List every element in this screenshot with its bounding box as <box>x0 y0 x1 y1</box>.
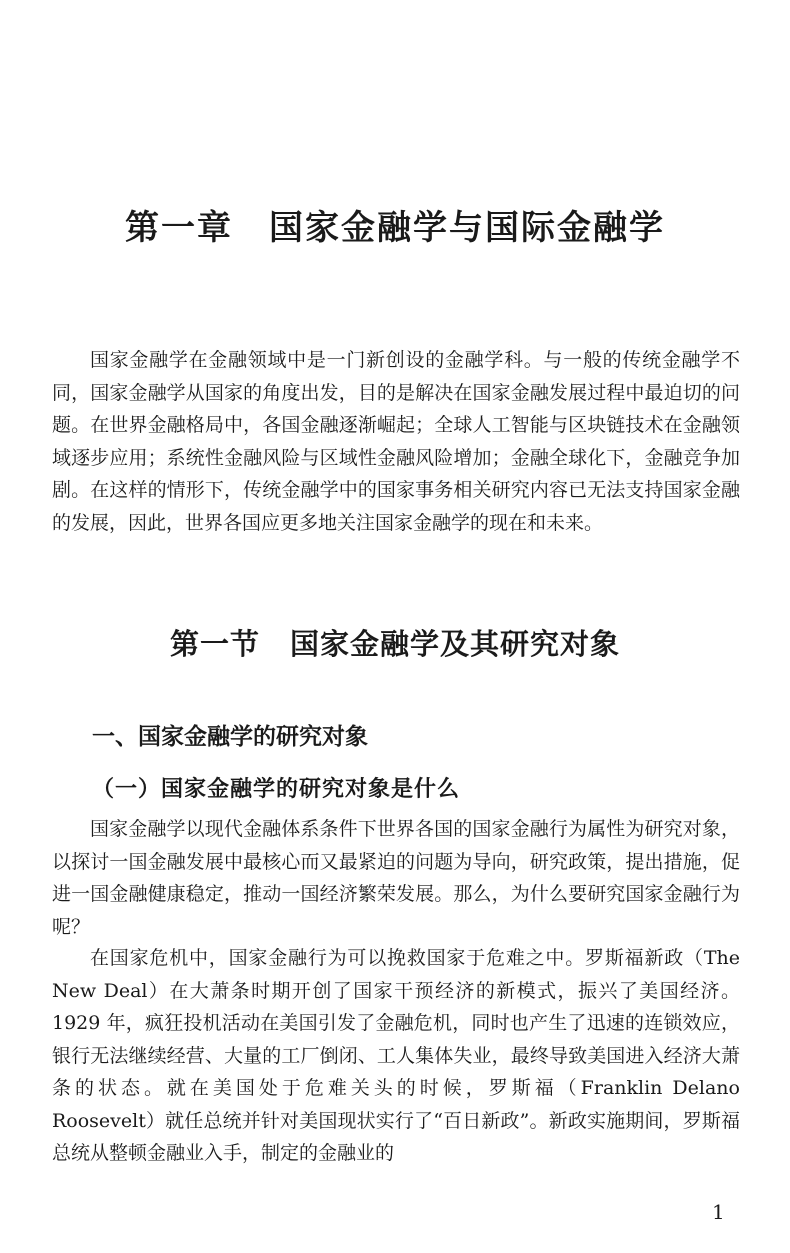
subsubsection-title: （一）国家金融学的研究对象是什么 <box>92 776 461 802</box>
body-paragraph-1: 国家金融学以现代金融体系条件下世界各国的国家金融行为属性为研究对象，以探讨一国金融发展中最核心而又最紧迫的问题为导向，研究政策，提出措施，促进一国金融健康稳定，推动一国经济繁荣发展。那么，为什么要研究国家金融行为呢？ <box>52 818 740 938</box>
page-number: 1 <box>712 1200 725 1224</box>
subsection-title: 一、国家金融学的研究对象 <box>92 724 368 750</box>
intro-paragraph: 国家金融学在金融领域中是一门新创设的金融学科。与一般的传统金融学不同，国家金融学从国家的角度出发，目的是解决在国家金融发展过程中最迫切的问题。在世界金融格局中，各国金融逐渐崛起；全球人工智能与区块链技术在金融领域逐步应用；系统性金融风险与区域性金融风险增加；金融全球化下，金融竞争加剧。在这样的情形下，传统金融学中的国家事务相关研究内容已无法支持国家金融的发展，因此，世界各国应更多地关注国家金融学的现在和未来。 <box>52 349 740 534</box>
chapter-title: 第一章 国家金融学与国际金融学 <box>125 208 665 248</box>
body-paragraph-2: 在国家危机中，国家金融行为可以挽救国家于危难之中。罗斯福新政（The New Deal）在大萧条时期开创了国家干预经济的新模式，振兴了美国经济。1929 年，疯狂投机活动在美国引发了金融危机，同时也产生了迅速的连锁效应，银行无法继续经营、大量的工厂倒闭、工人集体失业，最终导致美国进入经济大萧条的状态。就在美国处于危难关头的时候，罗斯福（Franklin Delano Roosevelt）就任总统并针对美国现状实行了“百日新政”。新政实施期间，罗斯福总统从整顿金融业入手，制定的金融业的 <box>52 947 740 1164</box>
section-title: 第一节 国家金融学及其研究对象 <box>169 627 620 661</box>
